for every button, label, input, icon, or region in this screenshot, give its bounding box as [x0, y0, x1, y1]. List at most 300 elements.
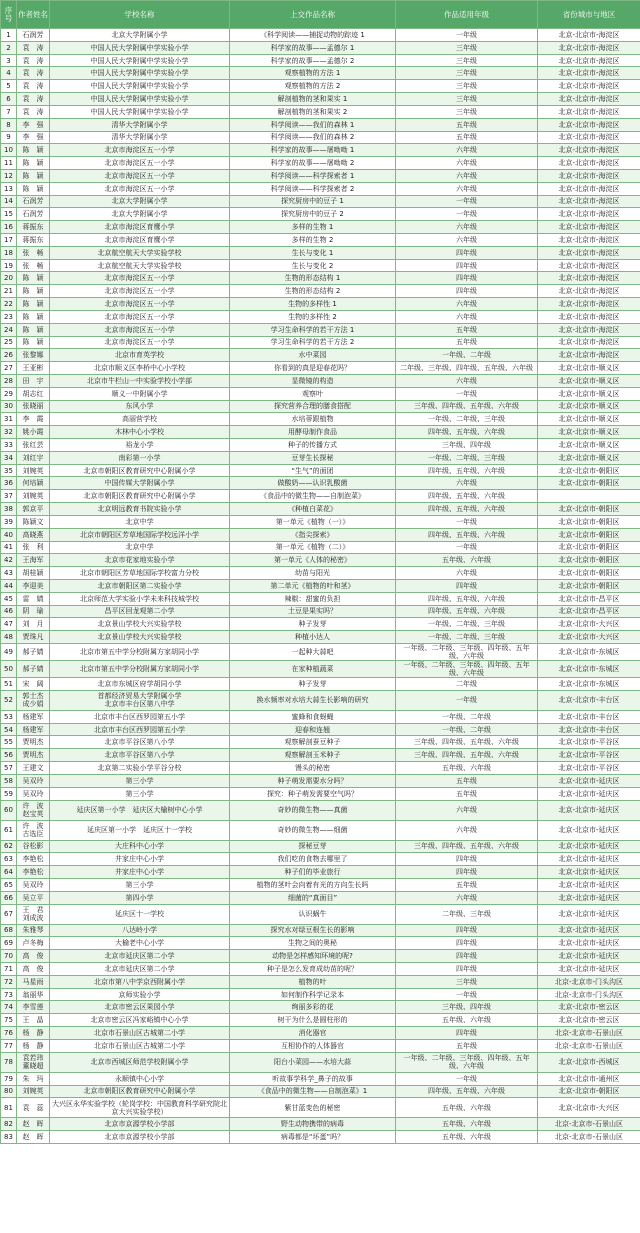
grade-level: 三年级、四年级、五年级、六年级 [396, 749, 538, 762]
row-num: 40 [1, 528, 17, 541]
work-title: 阳台小菜园——水培大蒜 [230, 1052, 396, 1072]
table-row [1, 285, 640, 298]
author-name: 李艳松 [17, 866, 50, 879]
work-title: 我们吃的食物去哪里了 [230, 853, 396, 866]
region: 北京-北京市-东城区 [538, 644, 640, 661]
author-name: 赵 晖 [17, 1131, 50, 1144]
author-name: 蒋振东 [17, 221, 50, 234]
region: 北京-北京市-大兴区 [538, 1098, 640, 1118]
row-num: 9 [1, 131, 17, 144]
author-name: 许 波 赵宝英 [17, 800, 50, 820]
work-title: 认识蜗牛 [230, 904, 396, 924]
work-title: 你看到的真是迎春花吗？ [230, 362, 396, 375]
region: 北京-北京市-平谷区 [538, 762, 640, 775]
row-num: 29 [1, 387, 17, 400]
row-num: 5 [1, 80, 17, 93]
row-num: 25 [1, 336, 17, 349]
school-name: 北京市丰台区西罗园第五小学 [50, 710, 230, 723]
region: 北京-北京市-顺义区 [538, 362, 640, 375]
author-name: 田 宇 [17, 374, 50, 387]
school-name: 清华大学附属小学 [50, 118, 230, 131]
author-name: 何培颖 [17, 477, 50, 490]
work-title: 探究营养合理的膳食搭配 [230, 400, 396, 413]
table-row [1, 195, 640, 208]
region: 北京-北京市-丰台区 [538, 710, 640, 723]
table-row [1, 1052, 640, 1072]
grade-level: 一年级 [396, 208, 538, 221]
table-row [1, 131, 640, 144]
region: 北京-北京市-朝阳区 [538, 554, 640, 567]
work-title: 科学阅读——我们的森林 1 [230, 118, 396, 131]
row-num: 19 [1, 259, 17, 272]
row-num: 51 [1, 678, 17, 691]
grade-level: 一年级、二年级 [396, 723, 538, 736]
grade-level: 四年级 [396, 1027, 538, 1040]
region: 北京-北京市-延庆区 [538, 853, 640, 866]
grade-level: 五年级、六年级 [396, 1014, 538, 1027]
grade-level: 三年级、四年级 [396, 439, 538, 452]
header-author: 作者姓名 [17, 1, 50, 29]
work-title: 科学阅读——科学探索者 1 [230, 169, 396, 182]
work-title: 辣椒：甜蜜的负担 [230, 592, 396, 605]
grade-level: 四年级、五年级、六年级 [396, 503, 538, 516]
school-name: 首都经济贸易大学附属小学 北京市丰台区第八中学 [50, 690, 230, 710]
grade-level: 三年级 [396, 54, 538, 67]
work-title: 《食品中的微生物——自制泡菜》 [230, 490, 396, 503]
author-name: 张黎娜 [17, 349, 50, 362]
table-row [1, 374, 640, 387]
author-name: 袁 涛 [17, 41, 50, 54]
author-name: 袁 涛 [17, 105, 50, 118]
region: 北京-北京市-海淀区 [538, 93, 640, 106]
author-name: 王 君 刘成波 [17, 904, 50, 924]
author-name: 王亚彬 [17, 362, 50, 375]
author-name: 郭士杰 成少娟 [17, 690, 50, 710]
row-num: 80 [1, 1085, 17, 1098]
school-name: 北京市海淀区育鹰小学 [50, 234, 230, 247]
table-row [1, 937, 640, 950]
row-num: 69 [1, 937, 17, 950]
school-name: 北京市海淀区五一小学 [50, 336, 230, 349]
header-title: 上交作品名称 [230, 1, 396, 29]
author-name: 石润芳 [17, 208, 50, 221]
grade-level: 二年级、三年级 [396, 904, 538, 924]
grade-level: 六年级 [396, 800, 538, 820]
table-row [1, 259, 640, 272]
work-title: 生物的多样性 1 [230, 298, 396, 311]
region: 北京-北京市-延庆区 [538, 774, 640, 787]
row-num: 8 [1, 118, 17, 131]
author-name: 张 利 [17, 541, 50, 554]
row-num: 15 [1, 208, 17, 221]
region: 北京-北京市-朝阳区 [538, 528, 640, 541]
grade-level: 四年级 [396, 866, 538, 879]
school-name: 北京市海淀区五一小学 [50, 285, 230, 298]
table-row [1, 400, 640, 413]
work-title: 生物的形态结构 1 [230, 272, 396, 285]
row-num: 32 [1, 426, 17, 439]
author-name: 阴 瑜 [17, 605, 50, 618]
table-row [1, 541, 640, 554]
row-num: 65 [1, 878, 17, 891]
region: 北京-北京市-海淀区 [538, 67, 640, 80]
row-num: 77 [1, 1039, 17, 1052]
region: 北京-北京市-石景山区 [538, 1039, 640, 1052]
grade-level: 六年级 [396, 374, 538, 387]
school-name: 北京市第八中学京西附属小学 [50, 975, 230, 988]
grade-level: 四年级、五年级、六年级 [396, 490, 538, 503]
row-num: 31 [1, 413, 17, 426]
grade-level: 四年级、五年级、六年级 [396, 1085, 538, 1098]
region: 北京-北京市-昌平区 [538, 605, 640, 618]
school-name: 中国人民大学附属中学实验小学 [50, 67, 230, 80]
table-row [1, 1131, 640, 1144]
table-row [1, 336, 640, 349]
region: 北京-北京市-顺义区 [538, 451, 640, 464]
school-name: 北京市密云区果园小学 [50, 1001, 230, 1014]
header-region: 省份城市与地区 [538, 1, 640, 29]
row-num: 37 [1, 490, 17, 503]
table-row [1, 41, 640, 54]
region: 北京-北京市-海淀区 [538, 221, 640, 234]
grade-level: 五年级 [396, 787, 538, 800]
work-title: 探究水对绿豆根生长的影响 [230, 924, 396, 937]
work-title: 病毒都是“坏蛋”吗？ [230, 1131, 396, 1144]
row-num: 82 [1, 1118, 17, 1131]
region: 北京-北京市-海淀区 [538, 169, 640, 182]
work-title: 生长与变化 1 [230, 246, 396, 259]
school-name: 北京市石景山区古城第二小学 [50, 1039, 230, 1052]
row-num: 75 [1, 1014, 17, 1027]
table-row [1, 605, 640, 618]
grade-level: 一年级 [396, 195, 538, 208]
table-row [1, 592, 640, 605]
region: 北京-北京市-延庆区 [538, 800, 640, 820]
row-num: 52 [1, 690, 17, 710]
region: 北京-北京市-海淀区 [538, 323, 640, 336]
work-title: 第一单元《植物（一）》 [230, 515, 396, 528]
grade-level: 三年级、四年级、五年级、六年级 [396, 840, 538, 853]
school-name: 北京市海淀区五一小学 [50, 272, 230, 285]
author-name: 郭京平 [17, 503, 50, 516]
grade-level: 五年级 [396, 131, 538, 144]
header-school: 学校名称 [50, 1, 230, 29]
author-name: 李迎美 [17, 579, 50, 592]
work-title: 土豆是果实吗？ [230, 605, 396, 618]
school-name: 北京市第五中学分校附属方家胡同小学 [50, 661, 230, 678]
author-name: 袁 涛 [17, 67, 50, 80]
region: 北京-北京市-海淀区 [538, 195, 640, 208]
grade-level: 六年级 [396, 157, 538, 170]
school-name: 北京市朝阳区芳草地国际学校富力分校 [50, 567, 230, 580]
grade-level: 一年级 [396, 690, 538, 710]
grade-level: 六年级 [396, 477, 538, 490]
school-name: 北京市延庆区第二小学 [50, 950, 230, 963]
row-num: 34 [1, 451, 17, 464]
region: 北京-北京市-朝阳区 [538, 1085, 640, 1098]
region: 北京-北京市-门头沟区 [538, 975, 640, 988]
row-num: 44 [1, 579, 17, 592]
school-name: 北京第二实验小学平谷分校 [50, 762, 230, 775]
grade-level: 三年级 [396, 80, 538, 93]
row-num: 27 [1, 362, 17, 375]
region: 北京-北京市-延庆区 [538, 904, 640, 924]
table-row [1, 1118, 640, 1131]
grade-level: 五年级、六年级 [396, 1098, 538, 1118]
row-num: 73 [1, 988, 17, 1001]
work-title: 一起种大蒜吧 [230, 644, 396, 661]
work-title: 《食品中的微生物——自制泡菜》1 [230, 1085, 396, 1098]
table-row [1, 272, 640, 285]
author-name: 杨 静 [17, 1027, 50, 1040]
table-row [1, 988, 640, 1001]
table-header-row [1, 1, 640, 29]
row-num: 43 [1, 567, 17, 580]
work-title: 豆芽生长探秘 [230, 451, 396, 464]
region: 北京-北京市-延庆区 [538, 937, 640, 950]
work-title: 种子发芽 [230, 678, 396, 691]
author-name: 吴双玲 [17, 774, 50, 787]
table-row [1, 774, 640, 787]
region: 北京-北京市-密云区 [538, 1001, 640, 1014]
work-title: 动物是怎样感知环境的呢? [230, 950, 396, 963]
region: 北京-北京市-延庆区 [538, 924, 640, 937]
author-name: 李艳松 [17, 853, 50, 866]
row-num: 39 [1, 515, 17, 528]
region: 北京-北京市-海淀区 [538, 272, 640, 285]
school-name: 北京市石景山区古城第二小学 [50, 1027, 230, 1040]
region: 北京-北京市-海淀区 [538, 285, 640, 298]
row-num: 33 [1, 439, 17, 452]
school-name: 东风小学 [50, 400, 230, 413]
grade-level: 五年级 [396, 336, 538, 349]
row-num: 59 [1, 787, 17, 800]
author-name: 陈 颖 [17, 157, 50, 170]
table-row [1, 710, 640, 723]
table-row [1, 866, 640, 879]
table-row [1, 762, 640, 775]
region: 北京-北京市-丰台区 [538, 690, 640, 710]
school-name: 中国人民大学附属中学实验小学 [50, 80, 230, 93]
row-num: 53 [1, 710, 17, 723]
row-num: 71 [1, 963, 17, 976]
school-name: 北京市海淀区五一小学 [50, 144, 230, 157]
table-row [1, 387, 640, 400]
work-title: 种子们的毕业旅行 [230, 866, 396, 879]
school-name: 高丽营学校 [50, 413, 230, 426]
table-row [1, 105, 640, 118]
grade-level: 四年级、五年级、六年级 [396, 464, 538, 477]
author-name: 王 晶 [17, 1014, 50, 1027]
region: 北京-北京市-延庆区 [538, 840, 640, 853]
author-name: 贾珠凡 [17, 631, 50, 644]
author-name: 陈 颖 [17, 285, 50, 298]
school-name: 北京市海淀区五一小学 [50, 157, 230, 170]
grade-level: 六年级 [396, 820, 538, 840]
work-title: 种子萌发需要水分吗？ [230, 774, 396, 787]
school-name: 大兴区永华实验学校（轮岗学校：中国教育科学研究院北京大兴实验学校） [50, 1098, 230, 1118]
work-title: 观察解剖蚕豆种子 [230, 736, 396, 749]
region: 北京-北京市-平谷区 [538, 749, 640, 762]
author-name: 贾明杰 [17, 736, 50, 749]
table-row [1, 963, 640, 976]
work-title: 听故事学科学_鼻子的故事 [230, 1072, 396, 1085]
author-name: 陈 颖 [17, 323, 50, 336]
school-name: 北京市京源学校小学部 [50, 1118, 230, 1131]
table-row [1, 787, 640, 800]
table-row [1, 221, 640, 234]
grade-level: 一年级、二年级、三年级 [396, 413, 538, 426]
grade-level: 五年级、六年级 [396, 1131, 538, 1144]
school-name: 北京景山学校大兴实验学校 [50, 631, 230, 644]
work-title: 学习生命科学的若干方法 2 [230, 336, 396, 349]
school-name: 北京市东城区府学胡同小学 [50, 678, 230, 691]
work-title: 科学阅读——我们的森林 2 [230, 131, 396, 144]
school-name: 京师实验小学 [50, 988, 230, 1001]
row-num: 68 [1, 924, 17, 937]
work-title: 科学家的故事——孟德尔 1 [230, 41, 396, 54]
region: 北京-北京市-海淀区 [538, 105, 640, 118]
table-row [1, 144, 640, 157]
work-title: 探究厨房中的豆子 2 [230, 208, 396, 221]
work-title: 紫甘蓝变色的秘密 [230, 1098, 396, 1118]
work-title: 细菌的“真面目” [230, 891, 396, 904]
region: 北京-北京市-朝阳区 [538, 503, 640, 516]
author-name: 刘婉英 [17, 464, 50, 477]
region: 北京-北京市-海淀区 [538, 80, 640, 93]
grade-level: 四年级、五年级、六年级 [396, 528, 538, 541]
school-name: 裕龙小学 [50, 439, 230, 452]
row-num: 20 [1, 272, 17, 285]
work-title: 探究厨房中的豆子 1 [230, 195, 396, 208]
region: 北京-北京市-海淀区 [538, 157, 640, 170]
author-name: 袁 涛 [17, 80, 50, 93]
school-name: 北京市平谷区第八小学 [50, 736, 230, 749]
author-name: 杨建军 [17, 723, 50, 736]
grade-level: 三年级、四年级、五年级、六年级 [396, 400, 538, 413]
school-name: 北京市西城区师范学校附属小学 [50, 1052, 230, 1072]
work-title: 植物的茎叶会向着有光的方向生长吗 [230, 878, 396, 891]
work-title: 水中菜园 [230, 349, 396, 362]
work-title: 《科学阅读——捕捉动物的踪迹 1 [230, 29, 396, 42]
region: 北京-北京市-朝阳区 [538, 464, 640, 477]
work-title: 奇妙的微生物——细菌 [230, 820, 396, 840]
author-name: 张 畅 [17, 259, 50, 272]
region: 北京-北京市-延庆区 [538, 866, 640, 879]
work-title: 科学家的故事——屠呦呦 2 [230, 157, 396, 170]
grade-level: 四年级 [396, 246, 538, 259]
region: 北京-北京市-平谷区 [538, 736, 640, 749]
row-num: 49 [1, 644, 17, 661]
grade-level: 一年级、二年级 [396, 710, 538, 723]
work-title: 第一单元《植物（二）》 [230, 541, 396, 554]
school-name: 第三小学 [50, 878, 230, 891]
school-name: 北京市密云区冯家峪镇中心小学 [50, 1014, 230, 1027]
school-name: 北京市朝阳区教育研究中心附属小学 [50, 1085, 230, 1098]
region: 北京-北京市-东城区 [538, 678, 640, 691]
school-name: 第三小学 [50, 787, 230, 800]
grade-level: 四年级 [396, 579, 538, 592]
author-name: 袁 涛 [17, 93, 50, 106]
row-num: 74 [1, 1001, 17, 1014]
school-name: 第三小学 [50, 774, 230, 787]
row-num: 35 [1, 464, 17, 477]
grade-level: 一年级、二年级、三年级、四年级、五年级、六年级 [396, 661, 538, 678]
grade-level: 一年级 [396, 387, 538, 400]
row-num: 11 [1, 157, 17, 170]
school-name: 井家庄中心小学 [50, 853, 230, 866]
table-row [1, 853, 640, 866]
region: 北京-北京市-海淀区 [538, 54, 640, 67]
table-row [1, 67, 640, 80]
region: 北京-北京市-石景山区 [538, 1131, 640, 1144]
row-num: 55 [1, 736, 17, 749]
region: 北京-北京市-海淀区 [538, 41, 640, 54]
author-name: 卢冬梅 [17, 937, 50, 950]
school-name: 第四小学 [50, 891, 230, 904]
table-row [1, 246, 640, 259]
row-num: 58 [1, 774, 17, 787]
grade-level: 六年级 [396, 144, 538, 157]
school-name: 北京市朝阳区芳草地国际学校远洋小学 [50, 528, 230, 541]
region: 北京-北京市-海淀区 [538, 234, 640, 247]
work-title: 奇妙的微生物——真菌 [230, 800, 396, 820]
author-name: 胡志红 [17, 387, 50, 400]
region: 北京-北京市-朝阳区 [538, 541, 640, 554]
school-name: 北京中学 [50, 515, 230, 528]
author-name: 王海军 [17, 554, 50, 567]
school-name: 北京市第五中学分校附属方家胡同小学 [50, 644, 230, 661]
school-name: 大榆老中心小学 [50, 937, 230, 950]
row-num: 72 [1, 975, 17, 988]
table-row [1, 579, 640, 592]
row-num: 16 [1, 221, 17, 234]
region: 北京-北京市-海淀区 [538, 298, 640, 311]
row-num: 24 [1, 323, 17, 336]
table-row [1, 464, 640, 477]
row-num: 30 [1, 400, 17, 413]
school-name: 南彩第一小学 [50, 451, 230, 464]
region: 北京-北京市-延庆区 [538, 950, 640, 963]
row-num: 7 [1, 105, 17, 118]
grade-level: 四年级、五年级、六年级 [396, 426, 538, 439]
grade-level: 三年级、四年级、五年级、六年级 [396, 736, 538, 749]
author-name: 宋 阔 [17, 678, 50, 691]
school-name: 中国传媒大学附属小学 [50, 477, 230, 490]
row-num: 50 [1, 661, 17, 678]
grade-level: 一年级、二年级、三年级 [396, 451, 538, 464]
region: 北京-北京市-顺义区 [538, 439, 640, 452]
table-row [1, 29, 640, 42]
table-row [1, 1098, 640, 1118]
grade-level: 五年级、六年级 [396, 1118, 538, 1131]
grade-level: 五年级 [396, 774, 538, 787]
region: 北京-北京市-朝阳区 [538, 477, 640, 490]
author-name: 张 畅 [17, 246, 50, 259]
row-num: 13 [1, 182, 17, 195]
author-name: 郝子婧 [17, 644, 50, 661]
region: 北京-北京市-朝阳区 [538, 579, 640, 592]
row-num: 64 [1, 866, 17, 879]
table-row [1, 678, 640, 691]
row-num: 28 [1, 374, 17, 387]
table-row [1, 723, 640, 736]
row-num: 79 [1, 1072, 17, 1085]
work-title: 《指尖探索》 [230, 528, 396, 541]
author-name: 许 波 古选臣 [17, 820, 50, 840]
grade-level: 四年级、五年级、六年级 [396, 605, 538, 618]
region: 北京-北京市-海淀区 [538, 349, 640, 362]
